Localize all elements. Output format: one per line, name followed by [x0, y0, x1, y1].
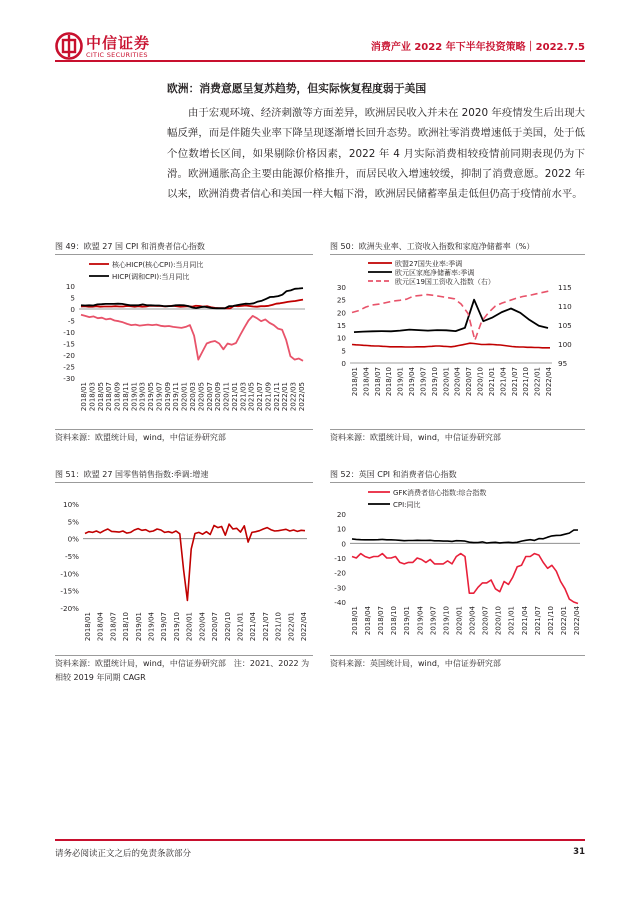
fig50-top-rule — [330, 254, 585, 255]
fig50-ytick-right-label: 100 — [558, 340, 572, 349]
fig49-ytick-label: -5 — [67, 316, 75, 326]
fig49-xtick-label: 2019/01 — [130, 382, 139, 412]
fig51-ytick-label: -20% — [60, 604, 79, 613]
fig51-xtick-label: 2020/10 — [223, 612, 232, 642]
fig50-ytick-label: 20 — [336, 308, 346, 318]
fig52-title: 图 52：英国 CPI 和消费者信心指数 — [330, 470, 457, 479]
fig50-xtick-label: 2021/04 — [499, 367, 508, 397]
fig49-xtick-label: 2022/03 — [289, 382, 298, 412]
fig49-xtick-label: 2019/03 — [138, 382, 147, 412]
fig49-ytick-label: 10 — [65, 282, 75, 291]
fig50-xtick-label: 2022/01 — [533, 367, 542, 397]
fig49-top-rule — [55, 254, 313, 255]
fig51-xtick-label: 2019/07 — [160, 612, 169, 642]
fig50-ytick-label: 15 — [336, 321, 346, 330]
fig49-xtick-label: 2021/09 — [264, 382, 273, 412]
fig50-xtick-label: 2018/10 — [385, 367, 394, 397]
fig51-top-rule — [55, 482, 313, 483]
fig52-xtick-label: 2020/10 — [494, 606, 503, 636]
fig49-xtick-label: 2019/05 — [147, 382, 156, 412]
fig52-xtick-label: 2020/07 — [481, 606, 490, 636]
fig51-ytick-label: -15% — [60, 586, 79, 596]
fig49-legend-label: HICP(调和CPI):当月同比 — [112, 273, 190, 281]
fig49-xtick-label: 2020/05 — [197, 382, 206, 412]
fig51-xtick-label: 2022/04 — [300, 612, 308, 642]
fig49-ytick-label: -15 — [63, 339, 75, 349]
fig52-ytick-label: 0 — [341, 539, 346, 549]
fig52-bottom-rule — [330, 655, 585, 656]
fig51-xtick-label: 2019/01 — [134, 612, 143, 642]
fig49-xtick-label: 2021/05 — [247, 382, 256, 412]
fig49-xtick-label: 2018/03 — [88, 382, 97, 412]
fig51-source: 资料来源：欧盟统计局，wind，中信证券研究部 注：2021、2022 为相较 2019 年同期 CAGR — [55, 659, 310, 682]
fig51-xtick-label: 2021/10 — [274, 612, 283, 642]
fig52-xtick-label: 2021/01 — [507, 606, 516, 636]
fig50-ytick-label: 30 — [336, 283, 346, 292]
report-title: 消费产业 2022 年下半年投资策略｜2022.7.5 — [370, 42, 585, 53]
fig50-xtick-label: 2022/04 — [545, 367, 553, 397]
footer-divider — [55, 839, 585, 841]
fig50-xtick-label: 2019/01 — [396, 367, 405, 397]
fig49-xtick-label: 2019/11 — [172, 382, 181, 412]
fig50-xtick-label: 2018/07 — [373, 367, 382, 397]
fig50-series-1-line — [354, 300, 548, 332]
fig50-xtick-label: 2020/04 — [453, 367, 462, 397]
fig50-xtick-label: 2019/04 — [408, 367, 417, 397]
fig50-xtick-label: 2019/07 — [419, 367, 428, 397]
fig49-xtick-label: 2018/07 — [105, 382, 114, 412]
logo-emblem-icon — [55, 32, 83, 60]
fig51-bottom-rule — [55, 655, 313, 656]
fig52-xtick-label: 2018/10 — [390, 606, 399, 636]
fig52-ytick-label: -20 — [334, 568, 346, 578]
fig49-ytick-label: 5 — [70, 293, 75, 303]
fig51-xtick-label: 2020/04 — [198, 612, 207, 642]
fig49-xtick-label: 2020/01 — [180, 382, 189, 412]
fig50-bottom-rule — [330, 429, 585, 430]
fig50-xtick-label: 2018/04 — [362, 367, 371, 397]
fig50-xtick-label: 2021/01 — [487, 367, 496, 397]
fig50-legend-label: 欧元区家庭净储蓄率:季调 — [395, 269, 475, 277]
fig50-xtick-label: 2020/01 — [442, 367, 451, 397]
fig49-ytick-label: -25 — [63, 362, 75, 372]
fig49-xtick-label: 2020/07 — [205, 382, 214, 412]
fig52-ytick-label: -10 — [334, 554, 346, 563]
fig52-xtick-label: 2018/07 — [377, 606, 386, 636]
fig52-xtick-label: 2019/01 — [403, 606, 412, 636]
body-paragraph: 由于宏观环境、经济刺激等方面差异，欧洲居民收入并未在 2020 年疫情发生后出现大幅反弹，而是伴随失业率下降呈现逐渐增长回升态势。欧洲社零消费增速低于美国，处于低个位数增长区间，如果剔除价格因素，2022 年 4 月实际消费相较疫情前同期表现仍为下滑。欧洲通胀高企主要由能源价格推升，而居民收入增速较缓，抑制了消费意愿。2022 年以来，欧洲消费者信心和美国一样大幅下滑，欧洲居民储蓄率虽走低但仍高于疫情前水平。 — [167, 107, 585, 201]
fig52-xtick-label: 2021/07 — [533, 606, 542, 636]
fig51-xtick-label: 2018/01 — [84, 612, 92, 642]
fig51-xtick-label: 2019/10 — [172, 612, 181, 642]
fig51-ytick-label: -10% — [60, 569, 79, 579]
fig50-ytick-right-label: 110 — [558, 302, 572, 311]
fig51-xtick-label: 2021/04 — [249, 612, 258, 642]
fig51-series-0-line — [85, 524, 305, 600]
fig49-xtick-label: 2021/01 — [230, 382, 239, 412]
fig50-xtick-label: 2021/07 — [510, 367, 519, 397]
fig51-xtick-label: 2019/04 — [147, 612, 156, 642]
fig49-xtick-label: 2022/01 — [281, 382, 290, 412]
fig49-xtick-label: 2018/11 — [121, 382, 130, 412]
fig50-xtick-label: 2018/01 — [351, 367, 359, 397]
fig49-title: 图 49：欧盟 27 国 CPI 和消费者信心指数 — [55, 242, 205, 251]
fig52-top-rule — [330, 482, 585, 483]
fig49-source: 资料来源：欧盟统计局，wind，中信证券研究部 — [55, 433, 226, 442]
fig51-xtick-label: 2021/07 — [261, 612, 270, 642]
fig50-title: 图 50：欧洲失业率、工资收入指数和家庭净储蓄率（%） — [330, 242, 535, 251]
fig50-xtick-label: 2021/10 — [522, 367, 531, 397]
fig49-xtick-label: 2020/03 — [189, 382, 197, 412]
fig50-chart — [330, 256, 585, 428]
fig51-xtick-label: 2020/07 — [211, 612, 220, 642]
fig50-source: 资料来源：欧盟统计局，wind，中信证券研究部 — [330, 433, 501, 442]
fig49-xtick-label: 2018/05 — [96, 382, 105, 412]
fig52-xtick-label: 2018/01 — [351, 606, 359, 636]
fig50-ytick-right-label: 95 — [558, 359, 568, 368]
fig49-xtick-label: 2021/07 — [256, 382, 265, 412]
fig52-chart — [330, 484, 585, 654]
fig51-ytick-label: 10% — [63, 500, 79, 509]
fig49-ytick-label: -10 — [63, 328, 75, 337]
fig50-xtick-label: 2020/07 — [465, 367, 474, 397]
fig49-xtick-label: 2022/05 — [298, 382, 306, 412]
fig50-xtick-label: 2020/10 — [476, 367, 485, 397]
fig51-chart — [55, 484, 313, 654]
fig49-xtick-label: 2021/03 — [239, 382, 248, 412]
fig52-xtick-label: 2019/07 — [429, 606, 438, 636]
fig51-ytick-label: -5% — [65, 552, 79, 561]
company-logo — [55, 31, 185, 63]
fig50-ytick-right-label: 115 — [558, 283, 572, 292]
fig52-xtick-label: 2022/01 — [559, 606, 568, 636]
logo-text-en: CITIC SECURITIES — [86, 51, 148, 59]
fig51-xtick-label: 2018/07 — [109, 612, 118, 642]
fig52-source: 资料来源：英国统计局，wind，中信证券研究部 — [330, 659, 501, 668]
fig49-ytick-label: 0 — [70, 305, 75, 314]
fig51-xtick-label: 2020/01 — [185, 612, 194, 642]
fig49-xtick-label: 2019/07 — [155, 382, 164, 412]
fig49-series-2-line — [81, 315, 303, 361]
fig52-xtick-label: 2021/10 — [546, 606, 555, 636]
fig49-xtick-label: 2020/09 — [214, 382, 223, 412]
fig52-series-0-line — [352, 554, 578, 604]
fig50-series-2-line — [352, 291, 550, 340]
fig50-legend-label: 欧元区19国工资收入指数（右） — [395, 278, 495, 286]
fig52-xtick-label: 2021/04 — [520, 606, 529, 636]
fig51-xtick-label: 2018/10 — [122, 612, 131, 642]
fig52-xtick-label: 2018/04 — [364, 606, 373, 636]
fig51-ytick-label: 5% — [67, 517, 79, 527]
fig52-ytick-label: -30 — [334, 583, 346, 593]
fig52-xtick-label: 2019/10 — [442, 606, 451, 636]
footer-disclaimer: 请务必阅读正文之后的免责条款部分 — [55, 849, 192, 859]
fig52-legend-label: GFK消费者信心指数:综合指数 — [393, 489, 487, 497]
fig50-ytick-label: 10 — [336, 333, 346, 343]
fig52-ytick-label: 10 — [336, 524, 346, 534]
fig49-legend-label: 核心HICP(核心CPI):当月同比 — [112, 261, 204, 269]
fig49-xtick-label: 2018/09 — [113, 382, 122, 412]
fig50-xtick-label: 2019/10 — [430, 367, 439, 397]
fig50-ytick-label: 0 — [341, 359, 346, 368]
header-divider — [55, 60, 585, 62]
page-number: 31 — [573, 847, 585, 857]
fig52-ytick-label: -40 — [334, 598, 346, 607]
fig49-xtick-label: 2018/01 — [80, 382, 88, 412]
logo-text-cn: 中信证券 — [86, 34, 151, 52]
fig50-legend-label: 欧盟27国失业率:季调 — [395, 260, 463, 268]
fig52-ytick-label: 20 — [336, 510, 346, 519]
fig52-xtick-label: 2020/01 — [455, 606, 464, 636]
fig50-series-0-line — [352, 343, 550, 348]
fig49-chart — [55, 256, 313, 428]
fig49-xtick-label: 2019/09 — [163, 382, 172, 412]
fig52-xtick-label: 2019/04 — [416, 606, 425, 636]
fig50-ytick-label: 5 — [341, 346, 346, 356]
fig51-xtick-label: 2018/04 — [96, 612, 105, 642]
fig51-ytick-label: 0% — [67, 534, 79, 544]
fig52-xtick-label: 2022/04 — [573, 606, 581, 636]
fig51-xtick-label: 2021/01 — [236, 612, 245, 642]
fig51-title: 图 51：欧盟 27 国零售销售指数:季调:增速 — [55, 470, 209, 479]
fig49-xtick-label: 2020/11 — [222, 382, 231, 412]
fig52-legend-label: CPI:同比 — [393, 501, 421, 509]
fig49-ytick-label: -30 — [63, 374, 75, 383]
fig51-xtick-label: 2022/01 — [287, 612, 296, 642]
fig50-ytick-right-label: 105 — [558, 321, 572, 330]
fig49-bottom-rule — [55, 429, 313, 430]
section-heading: 欧洲：消费意愿呈复苏趋势，但实际恢复程度弱于美国 — [167, 82, 427, 95]
fig52-xtick-label: 2020/04 — [468, 606, 477, 636]
fig49-xtick-label: 2021/11 — [272, 382, 281, 412]
fig50-ytick-label: 25 — [336, 295, 346, 305]
fig49-ytick-label: -20 — [63, 351, 75, 360]
fig52-series-1-line — [352, 530, 578, 543]
